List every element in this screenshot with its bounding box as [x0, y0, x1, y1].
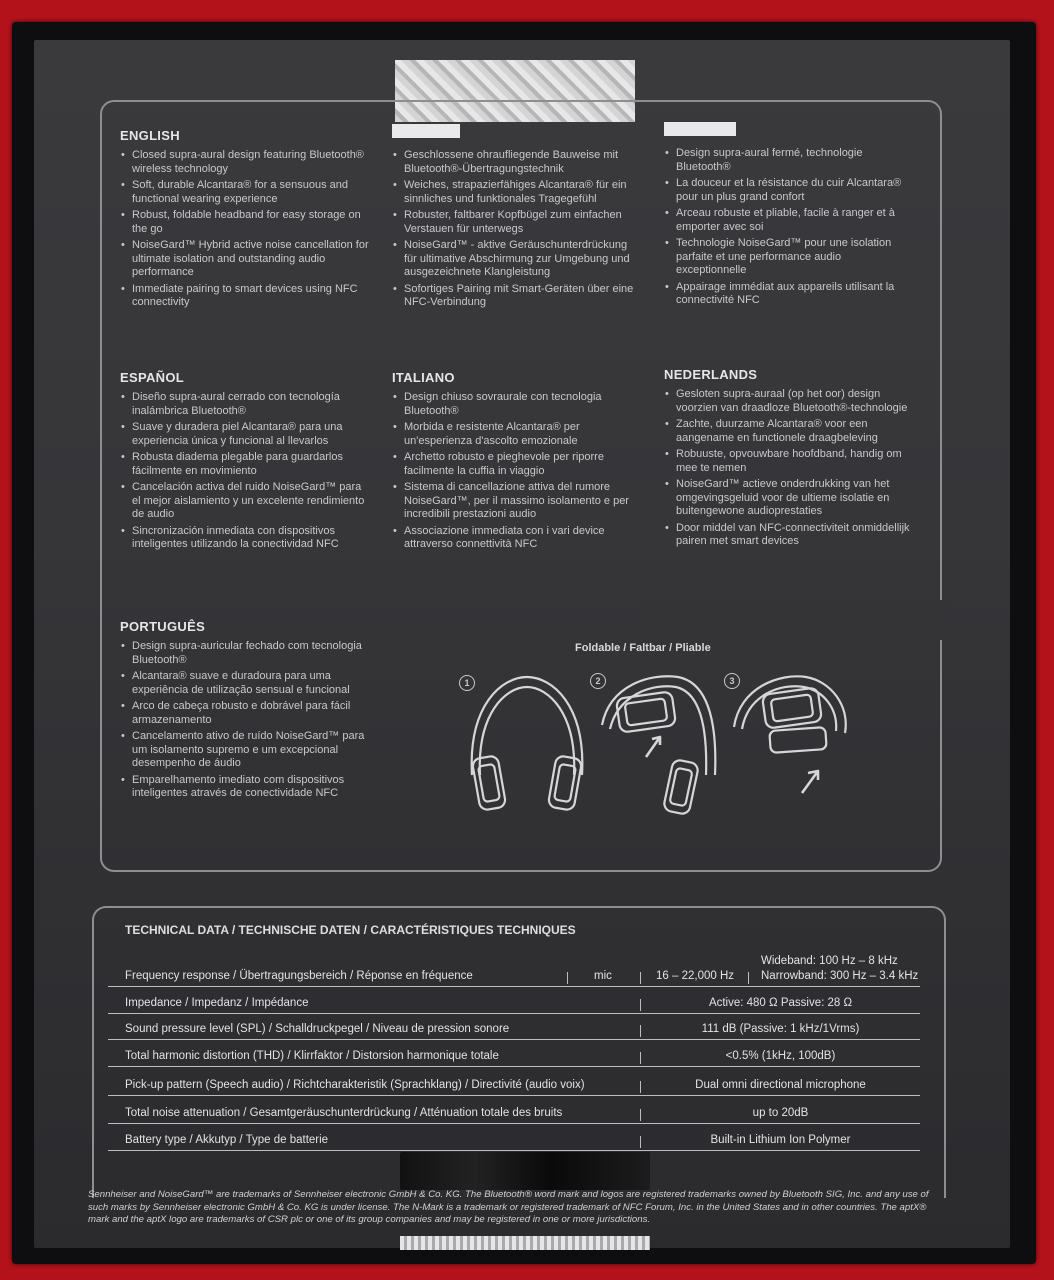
list-item: • Design supra-auricular fechado com tecnologia Bluetooth® — [132, 640, 370, 667]
tech-row-label: Total noise attenuation / Gesamtgeräuschunterdrückung / Atténuation totale des bruits — [125, 1107, 563, 1119]
list-item: • Design supra-aural fermé, technologie Bluetooth® — [676, 147, 914, 174]
list-item: • Zachte, duurzame Alcantara® voor een aangename en functionele draagbeleving — [676, 418, 914, 445]
headphone-step-3-icon — [734, 676, 846, 793]
list-item: • NoiseGard™ Hybrid active noise cancellation for ultimate isolation and outstanding audio performance — [132, 239, 370, 280]
lang-heading-portuguese: PORTUGUÊS — [120, 619, 206, 634]
tech-row-value: Active: 480 Ω Passive: 28 Ω — [708, 997, 853, 1009]
list-item: • Door middel van NFC-connectiviteit onmiddellijk pairen met smart devices — [676, 522, 914, 549]
list-item: • Gesloten supra-auraal (op het oor) design voorzien van draadloze Bluetooth®-technologie — [676, 388, 914, 415]
list-item: • Immediate pairing to smart devices using NFC connectivity — [132, 283, 370, 310]
list-item: • Soft, durable Alcantara® for a sensuous and functional wearing experience — [132, 179, 370, 206]
list-item: • Weiches, strapazierfähiges Alcantara® für ein sinnliches und funktionales Tragegefühl — [404, 179, 642, 206]
tech-row-value: up to 20dB — [752, 1107, 809, 1119]
barcode-cover — [400, 1152, 650, 1190]
list-item: • Alcantara® suave e duradoura para uma experiência de utilização sensual e funcional — [132, 670, 370, 697]
tech-row-noise — [108, 1097, 920, 1124]
lang-heading-italian: ITALIANO — [392, 370, 455, 385]
lang-english — [120, 128, 370, 313]
list-item: • Diseño supra-aural cerrado con tecnología inalámbrica Bluetooth® — [132, 391, 370, 418]
mic-value: 16 – 22,000 Hz — [656, 970, 735, 982]
freq-narrowband: Narrowband: 300 Hz – 3.4 kHz — [761, 970, 919, 982]
list-item: • Robuuste, opvouwbare hoofdband, handig om mee te nemen — [676, 448, 914, 475]
list-item: • Arco de cabeça robusto e dobrável para fácil armazenamento — [132, 700, 370, 727]
list-item: • Design chiuso sovraurale con tecnologia Bluetooth® — [404, 391, 642, 418]
list-item: • Geschlossene ohraufliegende Bauweise mit Bluetooth®-Übertragungstechnik — [404, 149, 642, 176]
list-item: • Morbida e resistente Alcantara® per un'esperienza d'ascolto emozionale — [404, 421, 642, 448]
list-item: • Arceau robuste et pliable, facile à ranger et à emporter avec soi — [676, 207, 914, 234]
list-item: • Sincronización inmediata con dispositivos inteligentes utilizando la conectividad NFC — [132, 525, 370, 552]
separator — [567, 972, 568, 984]
list-item: • Appairage immédiat aux appareils utilisant la connectivité NFC — [676, 281, 914, 308]
list-item: • Associazione immediata con i vari device attraverso connettività NFC — [404, 525, 642, 552]
tech-row-value: <0.5% (1kHz, 100dB) — [725, 1050, 836, 1062]
list-item: • Robuster, faltbarer Kopfbügel zum einfachen Verstauen für unterwegs — [404, 209, 642, 236]
tech-row-value: 111 dB (Passive: 1 kHz/1Vrms) — [701, 1023, 860, 1035]
tech-row-value: Dual omni directional microphone — [695, 1079, 866, 1091]
list-item: • Robust, foldable headband for easy storage on the go — [132, 209, 370, 236]
separator — [640, 972, 641, 984]
lang-italian — [392, 370, 642, 555]
list-item: • Archetto robusto e pieghevole per riporre facilmente la cuffia in viaggio — [404, 451, 642, 478]
separator — [748, 972, 749, 984]
step-number-1: 1 — [459, 675, 475, 691]
step-number-2: 2 — [590, 673, 606, 689]
headphone-step-2-icon — [602, 676, 715, 815]
tech-row-label: Frequency response / Übertragungsbereich / Réponse en fréquence — [125, 970, 473, 982]
tech-row-spl — [108, 1013, 920, 1040]
tech-data-title: TECHNICAL DATA / TECHNISCHE DATEN / CARACTÉRISTIQUES TECHNIQUES — [125, 923, 576, 937]
tech-row-label: Total harmonic distortion (THD) / Klirrfaktor / Distorsion harmonique totale — [125, 1050, 499, 1062]
barcode-strip — [400, 1236, 650, 1250]
tech-row-pickup — [108, 1069, 920, 1096]
lang-heading-dutch: NEDERLANDS — [664, 367, 758, 382]
lang-portuguese — [120, 619, 370, 804]
list-item: • Technologie NoiseGard™ pour une isolation parfaite et une performance audio exceptionnelle — [676, 237, 914, 278]
headphone-step-1-icon — [472, 677, 583, 811]
tech-row-label: Pick-up pattern (Speech audio) / Richtcharakteristik (Sprachklang) / Directivité (audio voix) — [125, 1079, 585, 1091]
list-item: • Suave y duradera piel Alcantara® para una experiencia única y funcional al llevarlos — [132, 421, 370, 448]
tech-row-battery — [108, 1124, 920, 1151]
freq-wideband: Wideband: 100 Hz – 8 kHz — [761, 955, 898, 967]
tech-row-label: Battery type / Akkutyp / Type de batterie — [125, 1134, 329, 1146]
list-item: • Robusta diadema plegable para guardarlos fácilmente en movimiento — [132, 451, 370, 478]
frame-fade — [640, 600, 950, 640]
lang-spanish — [120, 370, 370, 555]
list-item: • La douceur et la résistance du cuir Alcantara® pour un plus grand confort — [676, 177, 914, 204]
list-item: • NoiseGard™ actieve onderdrukking van het omgevingsgeluid voor de ultieme isolatie en buitengewone audioprestaties — [676, 478, 914, 519]
list-item: • Cancelamento ativo de ruído NoiseGard™ para um isolamento supremo e um excepcional desempenho de áudio — [132, 730, 370, 771]
list-item: • NoiseGard™ - aktive Geräuschunterdrückung für ultimative Abschirmung zur Umgebung und ausgezeichnete Klangleistung — [404, 239, 642, 280]
tech-row-value: Built-in Lithium Ion Polymer — [710, 1134, 851, 1146]
tech-row-label: Impedance / Impedanz / Impédance — [125, 997, 309, 1009]
tech-row-impedance — [108, 987, 920, 1014]
lang-dutch — [664, 367, 914, 552]
foldable-title: Foldable / Faltbar / Pliable — [575, 642, 711, 654]
tech-row-frequency — [108, 960, 920, 987]
list-item: • Cancelación activa del ruido NoiseGard™ para el mejor aislamiento y un excelente rendimiento de audio — [132, 481, 370, 522]
lang-heading-english: ENGLISH — [120, 128, 180, 143]
step-number-3: 3 — [724, 673, 740, 689]
trademark-footer: Sennheiser and NoiseGard™ are trademarks of Sennheiser electronic GmbH & Co. KG. The Bluetooth® word mark and logos are registered trademarks owned by Bluetooth SIG, Inc. and any use of such marks by Sennheiser electronic GmbH & Co. KG is under license. The N-Mark is a trademark or registered trademark of NFC Forum, Inc. in the United States and in other countries. The aptX® mark and the aptX logo are trademarks of CSR plc or one of its group companies and may be registered in one or more jurisdictions. — [88, 1189, 929, 1225]
list-item: • Sofortiges Pairing mit Smart-Geräten über eine NFC-Verbindung — [404, 283, 642, 310]
lang-german — [392, 124, 642, 313]
tech-row-thd — [108, 1040, 920, 1067]
list-item: • Sistema di cancellazione attiva del rumore NoiseGard™, per il massimo isolamento e per incredibili prestazioni audio — [404, 481, 642, 522]
lang-heading-german-redacted — [392, 124, 460, 138]
lang-french — [664, 122, 914, 311]
tech-row-label: Sound pressure level (SPL) / Schalldruckpegel / Niveau de pression sonore — [125, 1023, 510, 1035]
lang-heading-french-redacted — [664, 122, 736, 136]
headphone-fold-illustration — [450, 665, 870, 825]
list-item: • Closed supra-aural design featuring Bluetooth® wireless technology — [132, 149, 370, 176]
lang-heading-spanish: ESPAÑOL — [120, 370, 184, 385]
list-item: • Emparelhamento imediato com dispositivos inteligentes através de conectividade NFC — [132, 774, 370, 801]
mic-label: mic — [594, 970, 612, 982]
